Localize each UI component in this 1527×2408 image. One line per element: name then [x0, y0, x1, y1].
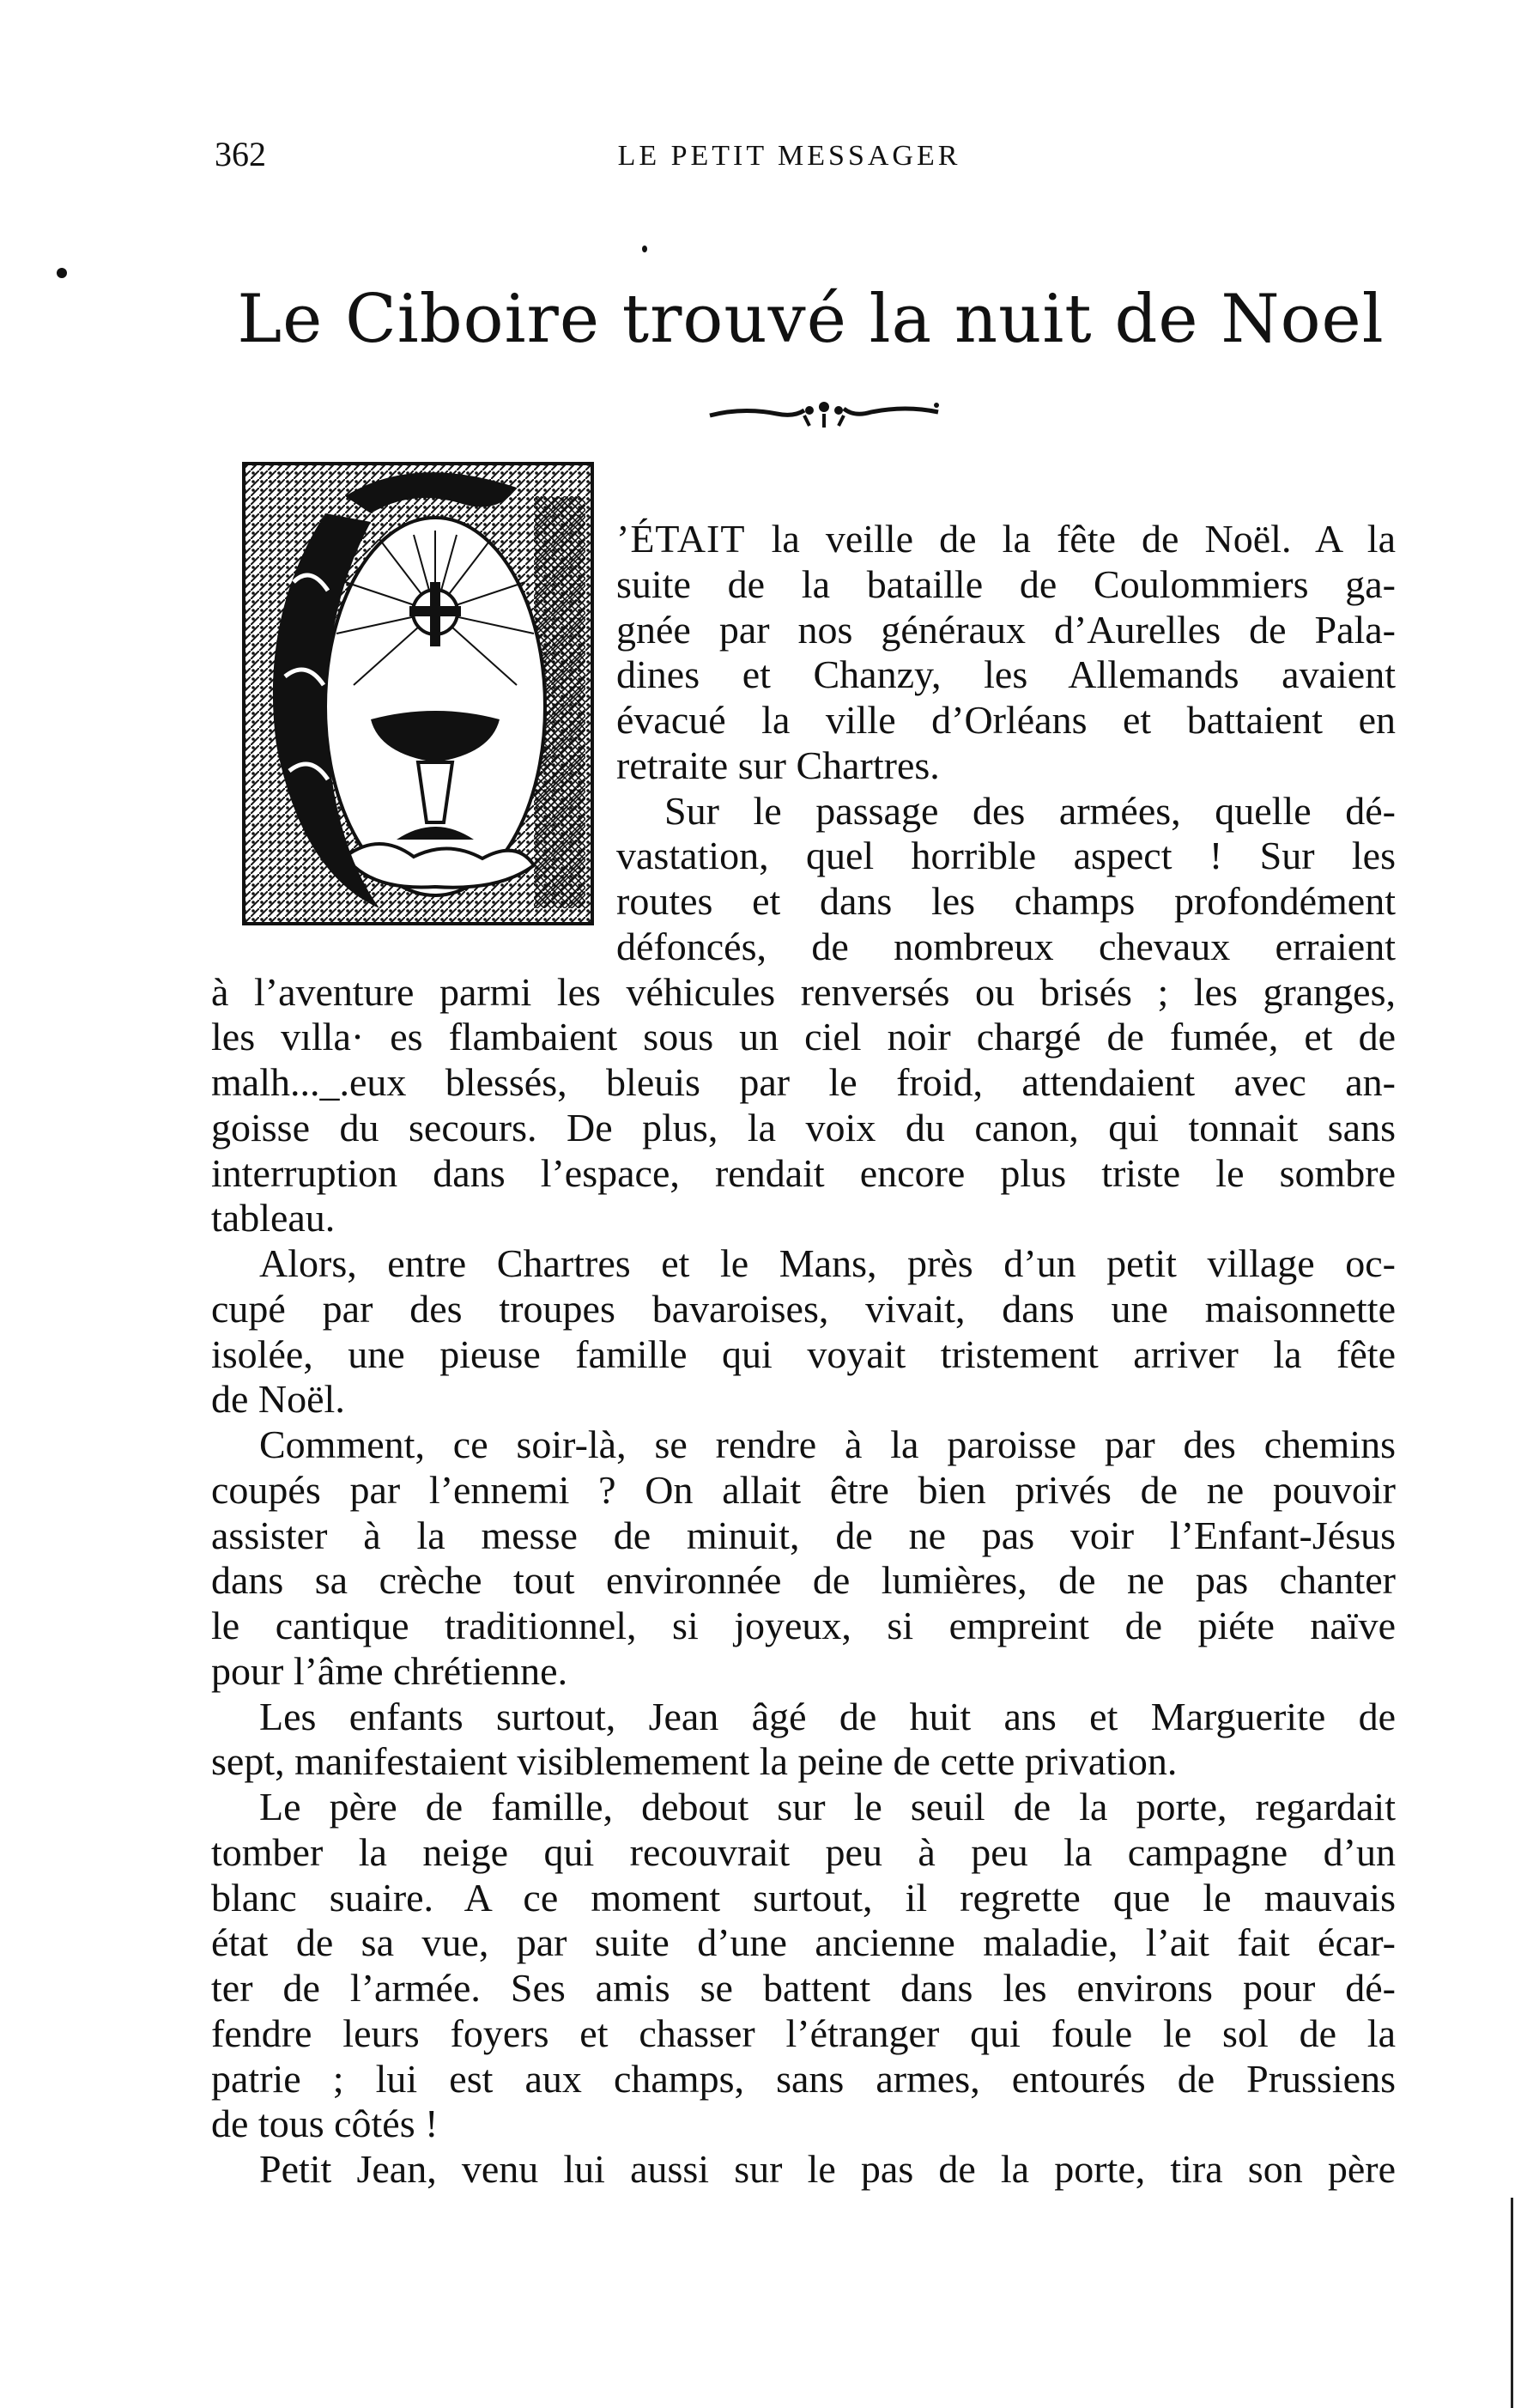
scan-margin-line	[1511, 2198, 1513, 2408]
text-line-20: de Noël.	[211, 1377, 345, 1422]
text-line-25: le cantique traditionnel, si joyeux, si empreint de piéte naïve	[211, 1604, 1396, 1647]
text-line-21: Comment, ce soir-là, se rendre à la paroisse par des chemins	[259, 1422, 1396, 1466]
text-line-31: blanc suaire. A ce moment surtout, il regrette que le mauvais	[211, 1875, 1396, 1920]
text-line-29: Le père de famille, debout sur le seuil de la porte, regardait	[259, 1785, 1396, 1829]
text-line-4: dines et Chanzy, les Allemands avaient	[616, 652, 1396, 697]
text-line-26: pour l’âme chrétienne.	[211, 1648, 568, 1693]
text-line-16: tableau.	[211, 1196, 336, 1240]
text-line-24: dans sa crèche tout environnée de lumières, de ne pas chanter	[211, 1558, 1396, 1603]
page-number: 362	[215, 135, 266, 173]
article-body	[211, 517, 1396, 2193]
running-head: LE PETIT MESSAGER	[617, 140, 961, 172]
title-ornament	[708, 397, 940, 431]
text-line-8: vastation, quel horrible aspect ! Sur les	[616, 834, 1396, 878]
text-line-18: cupé par des troupes bavaroises, vivait, dans une maisonnette	[211, 1286, 1396, 1331]
text-line-10: défoncés, de nombreux chevaux erraient	[616, 924, 1396, 968]
text-line-32: état de sa vue, par suite d’une ancienne maladie, l’ait fait écar-	[211, 1920, 1396, 1965]
text-line-15: interruption dans l’espace, rendait encore plus triste le sombre	[211, 1150, 1396, 1195]
text-line-12: les vılla· es flambaient sous un ciel noir chargé de fumée, et de	[211, 1015, 1396, 1059]
article-title: Le Ciboire trouvé la nuit de Noel	[237, 281, 1385, 358]
text-line-6: retraite sur Chartres.	[616, 743, 940, 787]
text-line-1: ’ÉTAIT la veille de la fête de Noël. A la	[616, 517, 1396, 561]
text-line-14: goisse du secours. De plus, la voix du canon, qui tonnait sans	[211, 1105, 1396, 1149]
text-line-36: de tous côtés !	[211, 2102, 439, 2146]
text-line-33: ter de l’armée. Ses amis se battent dans les environs pour dé-	[211, 1966, 1396, 2010]
text-line-17: Alors, entre Chartres et le Mans, près d’un petit village oc-	[259, 1241, 1396, 1285]
text-line-30: tomber la neige qui recouvrait peu à peu la campagne d’un	[211, 1829, 1396, 1874]
text-line-19: isolée, une pieuse famille qui voyait tristement arriver la fête	[211, 1331, 1396, 1376]
text-line-37: Petit Jean, venu lui aussi sur le pas de la porte, tira son père	[259, 2147, 1396, 2191]
text-line-5: évacué la ville d’Orléans et battaient en	[616, 698, 1396, 742]
text-line-2: suite de la bataille de Coulommiers ga-	[616, 561, 1396, 606]
text-line-27: Les enfants surtout, Jean âgé de huit ans et Marguerite de	[259, 1694, 1396, 1738]
lead-word-small-caps: ’ÉTAIT	[616, 517, 746, 561]
text-line-35: patrie ; lui est aux champs, sans armes, entourés de Prussiens	[211, 2056, 1396, 2101]
text-line-34: fendre leurs foyers et chasser l’étranger qui foule le sol de la	[211, 2011, 1396, 2055]
text-line-9: routes et dans les champs profondément	[616, 879, 1396, 923]
text-line-3: gnée par nos généraux d’Aurelles de Pala-	[616, 607, 1396, 652]
text-line-23: assister à la messe de minuit, de ne pas voir l’Enfant-Jésus	[211, 1513, 1396, 1557]
text-line-7: Sur le passage des armées, quelle dé-	[664, 788, 1396, 833]
ink-speck	[642, 246, 647, 252]
text-line-22: coupés par l’ennemi ? On allait être bien privés de ne pouvoir	[211, 1467, 1396, 1512]
text-line-11: à l’aventure parmi les véhicules renversés ou brisés ; les granges,	[211, 969, 1396, 1014]
text-line-13: malh..._.eux blessés, bleuis par le froid, attendaient avec an-	[211, 1060, 1396, 1104]
text-line-28: sept, manifestaient visiblemement la peine de cette privation.	[211, 1739, 1178, 1784]
